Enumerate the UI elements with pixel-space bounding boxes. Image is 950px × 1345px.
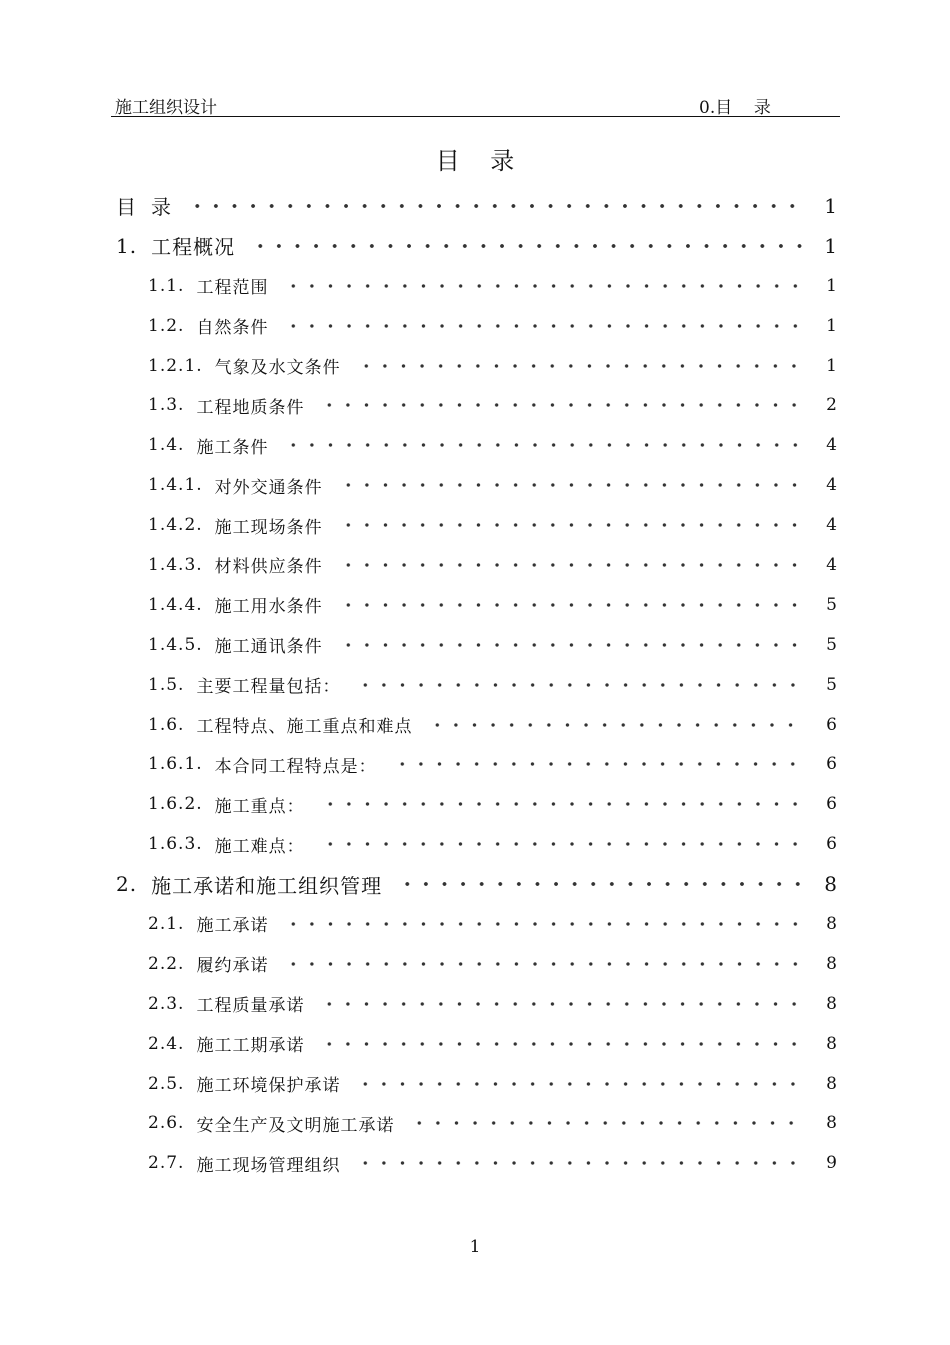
toc-entry-page: 8 <box>826 953 837 974</box>
toc-entry-number: 1.1. <box>148 275 185 296</box>
toc-entry-number: 1.4.1. <box>148 475 203 496</box>
toc-entry[interactable] <box>0 505 950 545</box>
toc-entry-page: 8 <box>826 993 837 1014</box>
toc-dot-leader <box>339 522 807 528</box>
toc-dot-leader <box>398 881 804 887</box>
toc-dot-leader <box>321 801 807 807</box>
toc-entry-page: 9 <box>826 1153 837 1174</box>
toc-dot-leader <box>356 1081 806 1087</box>
toc-entry-title: 工程范围 <box>196 278 269 299</box>
toc-entry-page: 8 <box>826 1033 837 1054</box>
toc-entry-title: 履约承诺 <box>196 956 269 977</box>
toc-entry-number: 1.2.1. <box>148 355 203 376</box>
toc-entry[interactable] <box>0 306 950 346</box>
toc-entry-title: 施工重点： <box>214 796 305 817</box>
toc-entry-page: 6 <box>826 714 837 735</box>
toc-entry-title: 本合同工程特点是： <box>214 756 377 777</box>
toc-entry[interactable] <box>0 545 950 585</box>
toc-entry-title: 工程地质条件 <box>196 397 305 418</box>
header-document-title: 施工组织设计 <box>115 98 217 118</box>
toc-dot-leader <box>251 243 804 249</box>
toc-entry-number: 2.7. <box>148 1153 185 1174</box>
toc-dot-leader <box>356 682 806 688</box>
toc-entry-title: 材料供应条件 <box>214 557 323 578</box>
toc-entry[interactable] <box>0 625 950 665</box>
toc-entry[interactable] <box>0 1064 950 1104</box>
toc-dot-leader <box>357 363 807 369</box>
toc-entry[interactable] <box>0 744 950 784</box>
toc-entry-title: 施工工期承诺 <box>196 1036 305 1057</box>
toc-entry-number: 2.2. <box>148 953 185 974</box>
toc-entry-title: 工程特点、施工重点和难点 <box>196 717 413 738</box>
toc-entry-number: 2. <box>116 872 138 897</box>
toc-entry-page: 8 <box>826 913 837 934</box>
toc-entry-number: 目 <box>116 195 137 220</box>
toc-entry[interactable] <box>0 186 950 226</box>
toc-dot-leader <box>428 722 806 728</box>
toc-entry-title: 气象及水文条件 <box>214 358 341 378</box>
toc-entry-page: 4 <box>826 515 837 536</box>
toc-entry[interactable] <box>0 266 950 306</box>
page-header <box>111 90 840 117</box>
toc-entry-number: 2.5. <box>148 1073 185 1094</box>
toc-entry-title: 施工承诺和施工组织管理 <box>151 873 383 898</box>
toc-dot-leader <box>320 402 806 408</box>
toc-entry-page: 1 <box>826 315 837 336</box>
toc-entry-title: 工程概况 <box>151 235 236 260</box>
toc-entry-number: 1.2. <box>148 315 185 336</box>
toc-entry-page: 8 <box>826 1113 837 1134</box>
toc-entry-number: 2.4. <box>148 1033 185 1054</box>
toc-entry-page: 8 <box>826 1073 837 1094</box>
toc-entry-page: 1 <box>826 355 837 376</box>
toc-entry-page: 1 <box>824 233 837 258</box>
toc-entry-page: 1 <box>826 275 837 296</box>
toc-entry-page: 4 <box>826 475 837 496</box>
table-of-contents <box>0 186 950 1183</box>
toc-entry-title: 工程质量承诺 <box>196 996 305 1017</box>
toc-entry[interactable] <box>0 385 950 425</box>
toc-entry-title: 施工难点： <box>214 836 305 857</box>
toc-dot-leader <box>356 1160 806 1166</box>
toc-entry-page: 6 <box>826 794 837 815</box>
toc-entry-number: 2.1. <box>148 913 185 934</box>
toc-entry-page: 8 <box>824 872 837 897</box>
toc-entry-number: 1.6.1. <box>148 754 203 775</box>
toc-dot-leader <box>284 323 806 329</box>
toc-dot-leader <box>320 1041 806 1047</box>
header-section-title: 0.目 录 <box>699 98 771 118</box>
toc-entry-page: 4 <box>826 435 837 456</box>
toc-entry-number: 1.3. <box>148 395 185 416</box>
toc-entry[interactable] <box>0 1024 950 1064</box>
toc-dot-leader <box>339 602 807 608</box>
toc-entry-title: 施工承诺 <box>196 916 269 937</box>
toc-entry[interactable] <box>0 864 950 904</box>
toc-entry-number: 1. <box>116 233 138 258</box>
toc-entry[interactable] <box>0 705 950 745</box>
toc-entry-title: 录 <box>151 195 172 220</box>
toc-entry-title: 对外交通条件 <box>214 477 323 498</box>
toc-entry-title: 施工条件 <box>196 437 269 458</box>
toc-entry-number: 2.6. <box>148 1113 185 1134</box>
toc-entry-number: 1.4. <box>148 435 185 456</box>
toc-entry-title: 施工现场管理组织 <box>196 1155 341 1176</box>
toc-entry-number: 1.4.2. <box>148 515 203 536</box>
toc-dot-leader <box>339 642 807 648</box>
toc-dot-leader <box>393 761 807 767</box>
toc-entry[interactable] <box>0 824 950 864</box>
toc-dot-leader <box>320 1001 806 1007</box>
toc-dot-leader <box>284 283 806 289</box>
toc-entry-title: 施工现场条件 <box>214 517 323 538</box>
toc-entry-page: 1 <box>824 193 837 218</box>
toc-entry[interactable] <box>0 665 950 705</box>
toc-entry[interactable] <box>0 226 950 266</box>
toc-dot-leader <box>284 442 806 448</box>
toc-entry-number: 1.5. <box>148 674 185 695</box>
toc-entry-number: 1.4.3. <box>148 554 203 575</box>
toc-entry-title: 施工通讯条件 <box>214 637 323 658</box>
toc-entry-number: 1.6. <box>148 714 185 735</box>
toc-entry-title: 施工环境保护承诺 <box>196 1076 341 1097</box>
toc-entry-page: 5 <box>826 674 837 695</box>
toc-dot-leader <box>339 562 807 568</box>
toc-dot-leader <box>188 203 804 209</box>
page-title: 目 录 <box>435 147 515 175</box>
toc-entry[interactable] <box>0 425 950 465</box>
toc-entry-number: 1.4.5. <box>148 634 203 655</box>
page-number: 1 <box>469 1237 481 1257</box>
toc-entry-number: 1.6.2. <box>148 794 203 815</box>
toc-dot-leader <box>284 921 806 927</box>
toc-entry-page: 2 <box>826 395 837 416</box>
toc-entry[interactable] <box>0 1103 950 1143</box>
toc-entry-title: 自然条件 <box>196 318 269 339</box>
toc-entry-number: 1.6.3. <box>148 834 203 855</box>
toc-entry[interactable] <box>0 904 950 944</box>
toc-entry-number: 2.3. <box>148 993 185 1014</box>
toc-dot-leader <box>321 841 807 847</box>
toc-entry[interactable] <box>0 346 950 386</box>
toc-entry-title: 施工用水条件 <box>214 597 323 618</box>
toc-dot-leader <box>339 482 807 488</box>
toc-entry-page: 6 <box>826 754 837 775</box>
toc-dot-leader <box>410 1120 806 1126</box>
toc-entry-page: 5 <box>826 594 837 615</box>
toc-entry[interactable] <box>0 1143 950 1183</box>
toc-dot-leader <box>284 961 806 967</box>
toc-entry[interactable] <box>0 984 950 1024</box>
toc-entry-page: 6 <box>826 834 837 855</box>
toc-entry-title: 安全生产及文明施工承诺 <box>196 1115 395 1136</box>
toc-entry-title: 主要工程量包括： <box>196 677 341 698</box>
toc-entry-page: 4 <box>826 554 837 575</box>
toc-entry[interactable] <box>0 585 950 625</box>
toc-entry[interactable] <box>0 465 950 505</box>
toc-entry-page: 5 <box>826 634 837 655</box>
toc-entry-number: 1.4.4. <box>148 594 203 615</box>
toc-entry[interactable] <box>0 784 950 824</box>
toc-entry[interactable] <box>0 944 950 984</box>
